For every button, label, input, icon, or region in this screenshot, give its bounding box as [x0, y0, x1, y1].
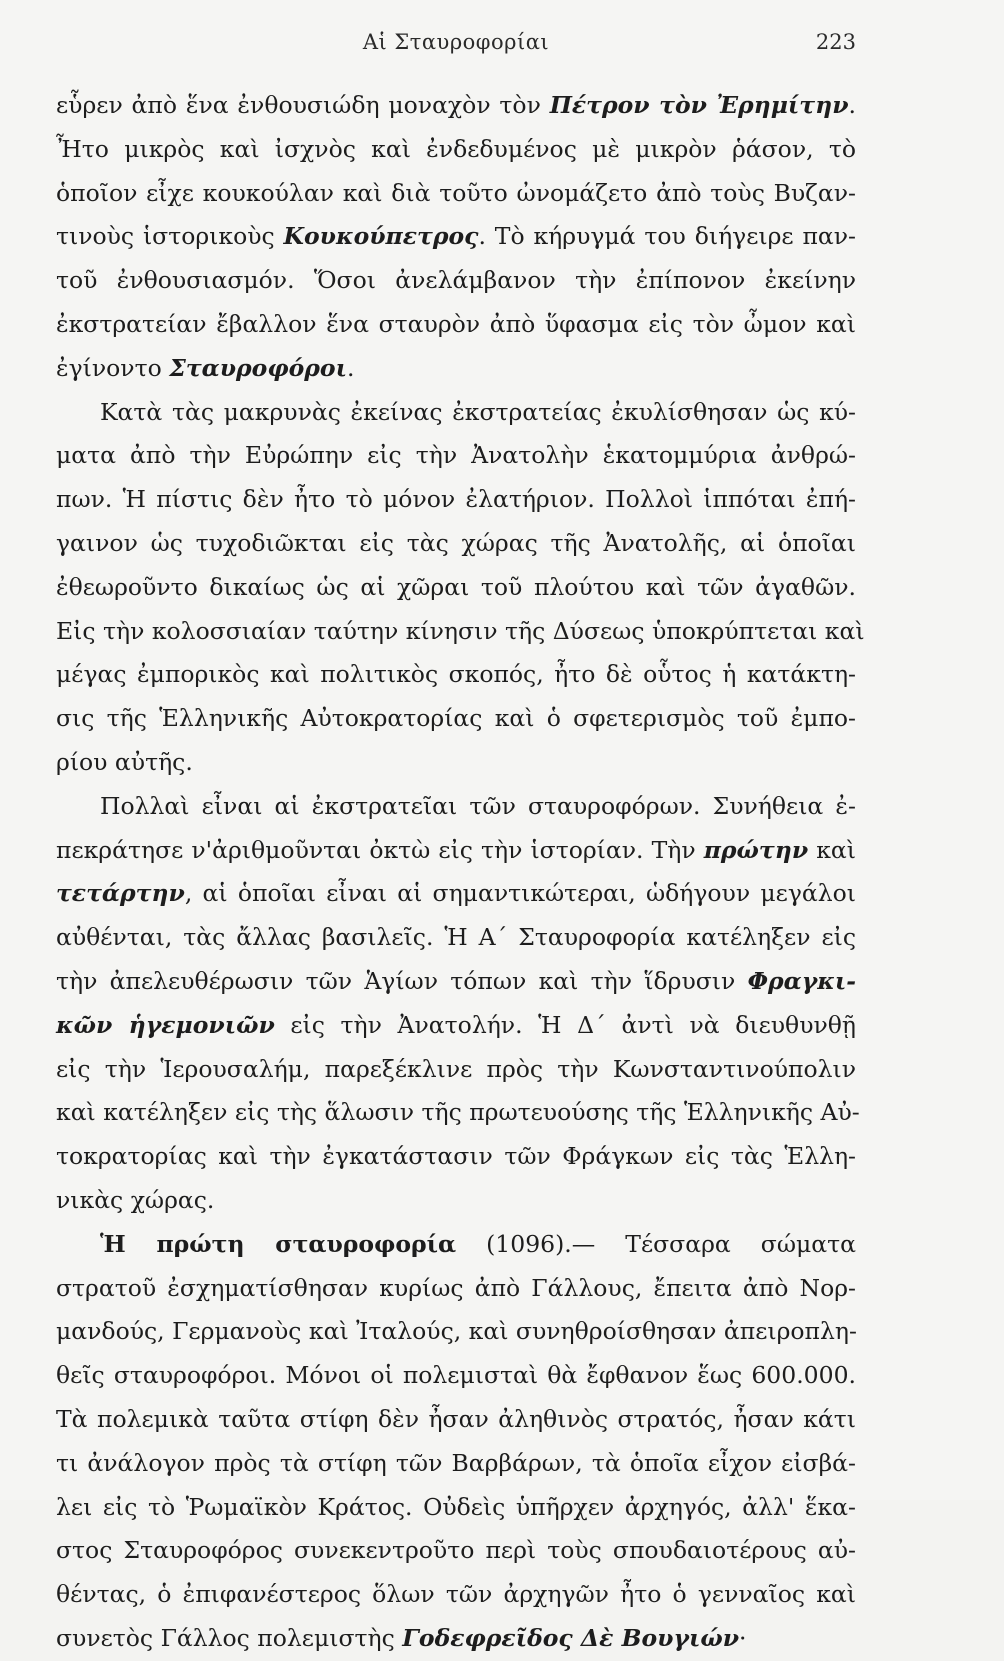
text-line [56, 1354, 856, 1398]
text-line [56, 960, 856, 1004]
text-run: ρίου αὐτῆς. [56, 747, 193, 776]
text-run: ὁποῖον εἶχε κουκούλαν καὶ διὰ τοῦτο ὠνομάζετο ἀπὸ τοὺς Βυζαν- [56, 178, 856, 207]
text-line [56, 303, 856, 347]
emphasized-term: Σταυροφόροι [169, 353, 347, 382]
text-run: . Τὸ κήρυγμά του διήγειρε παν- [478, 222, 856, 251]
text-run: πεκράτησε ν'ἀριθμοῦνται ὀκτὼ εἰς τὴν ἱστορίαν. Τὴν [56, 835, 704, 864]
text-line [56, 785, 856, 829]
text-line [56, 1573, 856, 1617]
text-line [56, 1135, 856, 1179]
text-run: θεῖς σταυροφόροι. Μόνοι οἱ πολεμισταὶ θὰ ἔφθανον ἕως 600.000. [56, 1361, 856, 1390]
text-line [56, 741, 856, 785]
text-run: Εἰς τὴν κολοσσιαίαν ταύτην κίνησιν τῆς Δύσεως ὑποκρύπτεται καὶ [56, 616, 865, 645]
page-number: 223 [815, 30, 856, 54]
text-run: νικὰς χώρας. [56, 1185, 215, 1214]
text-run: αὐθένται, τὰς ἄλλας βασιλεῖς. Ἡ Α΄ Σταυροφορία κατέληξεν εἰς [56, 923, 856, 952]
text-run: τι ἀνάλογον πρὸς τὰ στίφη τῶν Βαρβάρων, τὰ ὁποῖα εἶχον εἰσβά- [56, 1448, 856, 1477]
running-head: Αἱ Σταυροφορίαι [362, 30, 550, 54]
emphasized-term: τετάρτην [56, 879, 185, 908]
text-line [56, 1398, 856, 1442]
text-line [56, 1048, 856, 1092]
text-run: σις τῆς Ἑλληνικῆς Αὐτοκρατορίας καὶ ὁ σφετερισμὸς τοῦ ἐμπο- [56, 704, 856, 733]
emphasized-term: Φραγκι- [747, 966, 856, 995]
text-line [56, 215, 856, 259]
text-run: πων. Ἡ πίστις δὲν ἦτο τὸ μόνον ἐλατήριον. Πολλοὶ ἱππόται ἐπή- [56, 485, 856, 514]
text-run: ἐγίνοντο [56, 353, 170, 382]
text-run: Ἦτο μικρὸς καὶ ἰσχνὸς καὶ ἐνδεδυμένος μὲ μικρὸν ῥάσον, τὸ [56, 134, 856, 163]
text-line [56, 1529, 856, 1573]
emphasized-term: κῶν ἡγεμονιῶν [56, 1010, 275, 1039]
text-run: ἐθεωροῦντο δικαίως ὡς αἱ χῶραι τοῦ πλούτου καὶ τῶν ἀγαθῶν. [56, 572, 856, 601]
text-line [56, 391, 856, 435]
text-run: συνετὸς Γάλλος πολεμιστὴς [56, 1623, 403, 1652]
text-line [56, 610, 865, 654]
text-run: . [346, 353, 355, 382]
text-run: στος Σταυροφόρος συνεκεντροῦτο περὶ τοὺς σπουδαιοτέρους αὐ- [56, 1536, 856, 1565]
emphasized-term: Κουκούπετρος [283, 222, 479, 251]
text-run: καὶ κατέληξεν εἰς τὴς ἅλωσιν τῆς πρωτευούσης τῆς Ἑλληνικῆς Αὐ- [56, 1098, 860, 1127]
text-line [56, 1179, 856, 1223]
emphasized-term: Γοδεφρεῖδος Δὲ Βουγιών [402, 1623, 740, 1652]
text-run: εὗρεν ἀπὸ ἕνα ἐνθουσιώδη μοναχὸν τὸν [56, 91, 550, 119]
text-line [56, 916, 856, 960]
text-line [56, 653, 856, 697]
text-line [56, 1267, 856, 1311]
text-line [56, 522, 856, 566]
text-line [56, 697, 856, 741]
text-line [56, 259, 856, 303]
text-line [56, 829, 856, 873]
text-line [56, 434, 856, 478]
text-run: (1096).— Τέσσαρα σώματα [456, 1229, 856, 1258]
text-run: θέντας, ὁ ἐπιφανέστερος ὅλων τῶν ἀρχηγῶν ἦτο ὁ γενναῖος καὶ [56, 1580, 856, 1609]
text-line [56, 478, 856, 522]
body-text [56, 84, 865, 1661]
text-run: καὶ [808, 835, 856, 864]
text-run: Τὰ πολεμικὰ ταῦτα στίφη δὲν ἦσαν ἀληθινὸς στρατός, ἦσαν κάτι [56, 1404, 856, 1433]
text-run: . [848, 91, 856, 119]
text-line [56, 566, 856, 610]
text-run: Κατὰ τὰς μακρυνὰς ἐκείνας ἐκστρατείας ἐκυλίσθησαν ὡς κύ- [100, 397, 856, 426]
page-header [56, 30, 856, 64]
text-run: στρατοῦ ἐσχηματίσθησαν κυρίως ἀπὸ Γάλλους, ἔπειτα ἀπὸ Νορ- [56, 1273, 856, 1302]
text-run: , αἱ ὁποῖαι εἶναι αἱ σημαντικώτεραι, ὡδήγουν μεγάλοι [184, 879, 856, 908]
text-line [56, 1223, 856, 1267]
section-heading: Ἡ πρώτη σταυροφορία [100, 1229, 457, 1258]
text-run: γαινον ὡς τυχοδιῶκται εἰς τὰς χώρας τῆς Ἀνατολῆς, αἱ ὁποῖαι [56, 528, 856, 557]
text-run: εἰς τὴν Ἱερουσαλήμ, παρεξέκλινε πρὸς τὴν Κωνσταντινούπολιν [56, 1054, 856, 1083]
text-line [56, 1442, 856, 1486]
text-run: τινοὺς ἱστορικοὺς [56, 222, 284, 251]
text-line [56, 872, 856, 916]
text-run: ματα ἀπὸ τὴν Εὐρώπην εἰς τὴν Ἀνατολὴν ἑκατομμύρια ἀνθρώ- [56, 441, 856, 470]
text-run: Πολλαὶ εἶναι αἱ ἐκστρατεῖαι τῶν σταυροφόρων. Συνήθεια ἐ- [100, 791, 856, 820]
text-line [56, 347, 856, 391]
text-run: ἐκστρατείαν ἔβαλλον ἕνα σταυρὸν ἀπὸ ὕφασμα εἰς τὸν ὦμον καὶ [56, 309, 856, 338]
text-line [56, 172, 856, 216]
text-line [56, 128, 856, 172]
emphasized-term: πρώτην [703, 835, 809, 864]
text-line [56, 1617, 856, 1661]
emphasized-term: Πέτρον τὸν Ἐρημίτην [549, 91, 849, 119]
text-line [56, 1310, 856, 1354]
text-run: τοῦ ἐνθουσιασμόν. Ὅσοι ἀνελάμβανον τὴν ἐπίπονον ἐκείνην [56, 266, 856, 295]
text-run: · [739, 1623, 747, 1652]
text-run: λει εἰς τὸ Ῥωμαϊκὸν Κράτος. Οὐδεὶς ὑπῆρχεν ἀρχηγός, ἀλλ' ἕκα- [56, 1492, 856, 1521]
text-run: τὴν ἀπελευθέρωσιν τῶν Ἁγίων τόπων καὶ τὴν ἵδρυσιν [56, 966, 748, 995]
text-line [56, 1091, 860, 1135]
text-run: εἰς τὴν Ἀνατολήν. Ἡ Δ΄ ἀντὶ νὰ διευθυνθῇ [274, 1010, 856, 1039]
text-run: μέγας ἐμπορικὸς καὶ πολιτικὸς σκοπός, ἦτο δὲ οὗτος ἡ κατάκτη- [56, 660, 856, 689]
text-run: μανδούς, Γερμανοὺς καὶ Ἰταλούς, καὶ συνηθροίσθησαν ἀπειροπλη- [56, 1317, 857, 1346]
text-line [56, 1004, 856, 1048]
text-line [56, 84, 856, 128]
text-line [56, 1486, 856, 1530]
text-run: τοκρατορίας καὶ τὴν ἐγκατάστασιν τῶν Φράγκων εἰς τὰς Ἑλλη- [56, 1142, 856, 1171]
